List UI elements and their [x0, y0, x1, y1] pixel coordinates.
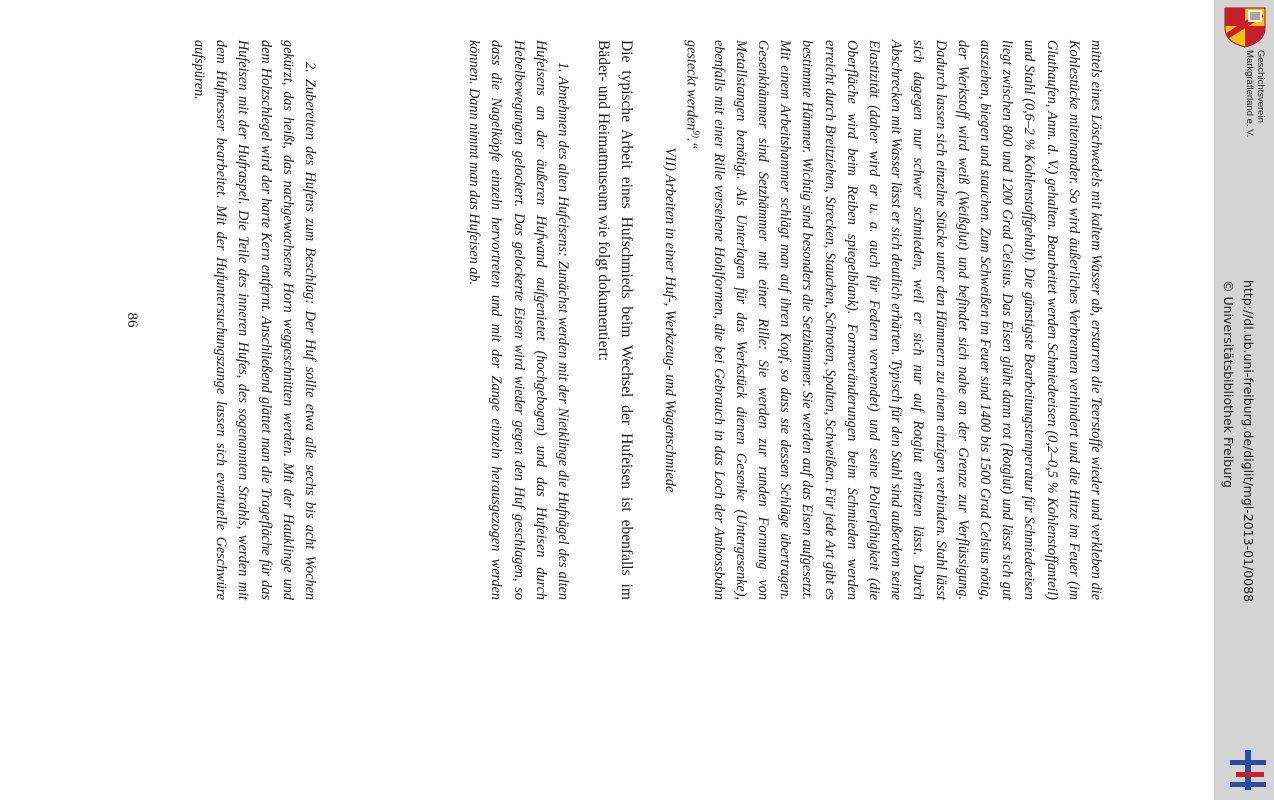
intro-paragraph: Die typische Arbeit eines Hufschmieds beim Wechsel der Hufeisen ist ebenfalls im Bäder- und Heimatmuseum wie folgt dokumentiert:	[595, 40, 635, 600]
source-citation	[1218, 280, 1258, 602]
source-url-link[interactable]: http://dl.ub.uni-freiburg.de/diglit/mgl-2013-01/0088	[1241, 280, 1256, 603]
paragraph-1-end: .“	[683, 137, 700, 150]
society-line-2: Markgräflerland e. V.	[1244, 50, 1255, 138]
paragraph-preparing-hoof: 2. Zubereiten des Hufens zum Beschlag: Der Huf sollte etwa alle sechs bis acht Wochen gekürzt, das heißt, das nachgewachsene Horn weggeschnitten werden. Mit der Hauklinge und dem Holzschlegel wird der harte Kern entfernt. Anschließend glättet man die Tragefläche für das Hufeisen mit der Hufraspel. Die Teile des inneren Hufes, des sogenannten Strahls, werden mit dem Hufmesser bearbeitet. Mit der Hufuntersuchungszange lassen sich eventuelle Geschwüre aufspüren.	[190, 40, 318, 600]
footnote-reference: 9)	[691, 130, 702, 138]
rotated-scanned-page	[120, 40, 1120, 780]
page-number: 86	[124, 312, 140, 328]
paragraph-removing-horseshoe: 1. Abnehmen des alten Hufeisens: Zunächst werden mit der Nietklinge die Hufnägel des alten Hufeisens an der äußeren Hufwand aufgenietet (hochgebogen) und das Hufeisen durch Hebelbewegungen gelockert. Das gelockerte Eisen wird wieder gegen den Huf geschlagen, so dass die Nagelköpfe einzeln hervortreten und mit der Zange einzeln herausgezogen werden können. Dann nimmt man das Hufeisen ab.	[466, 40, 571, 600]
section-heading: VII) Arbeiten in einer Huf-, Werkzeug- und Wagenschmiede	[662, 147, 678, 493]
paragraph-1-text: mittels eines Löschwedels mit kaltem Wasser ab, erstarren die Teerstoffe wieder und verkleben die Kohlestücke miteinander. So wird äußerliches Verbrennen verhindert und die Hitze im Feuer (im Gluthaufen, Anm. d. V.) gehalten. Bearbeitet werden Schmiedeeisen (0,2–0,5 % Kohlenstoffanteil) und Stahl (0,6–2 % Kohlenstoffgehalt). Die günstigste Bearbeitungstemperatur für Schmiedeeisen liegt zwischen 800 und 1200 Grad Celsius. Das Eisen glüht dann rot (Rotglut) und lässt sich gut ausziehen, biegen und stauchen. Zum Schweißen im Feuer sind 1400 bis 1500 Grad Celsius nötig, der Werkstoff wird weiß (Weißglut) und befindet sich nahe an der Grenze zur Verflüssigung. Dadurch lassen sich einzelne Stücke unter den Hämmern zu einem einzigen verbinden. Stahl lässt sich dagegen nur schwer schmieden, weil er sich nur auf Rotglut erhitzen lässt. Durch Abschrecken mit Wasser lässt er sich deutlich erhärten. Typisch für den Stahl sind außerdem seine Elastizität (daher wird er u. a. auch für Federn verwendet) und seine Polierfähigkeit (die Oberfläche wird beim Reiben spiegelblank). Formveränderungen beim Schmieden werden erreicht durch Breitziehen, Strecken, Stauchen, Schroten, Spalten, Schweißen. Für jede Art gibt es bestimmte Hämmer. Wichtig sind besonders die Setzhämmer. Sie werden auf das Eisen aufgesetzt. Mit einem Arbeitshammer schlägt man auf ihren Kopf, so dass sie dessen Schläge übertragen. Gesenkhämmer sind Setzhämmer mit einer Rille: Sie werden zur runden Formung von Metallstangen benötigt. Als Unterlagen für das Werkstück dienen Gesenke (Untergesenke), ebenfalls mit einer Rille versehene Hohlformen, die bei Gebrauch in das Loch der Ambossbahn gesteckt werden	[683, 40, 1104, 600]
copyright-text: © Universitätsbibliothek Freiburg	[1221, 280, 1236, 488]
society-name	[1244, 50, 1266, 137]
paragraph-continued-text	[680, 40, 1107, 600]
society-line-1: Geschichtsverein	[1255, 50, 1266, 123]
coat-of-arms-icon	[1222, 6, 1268, 48]
ub-freiburg-logo-icon	[1226, 748, 1270, 792]
